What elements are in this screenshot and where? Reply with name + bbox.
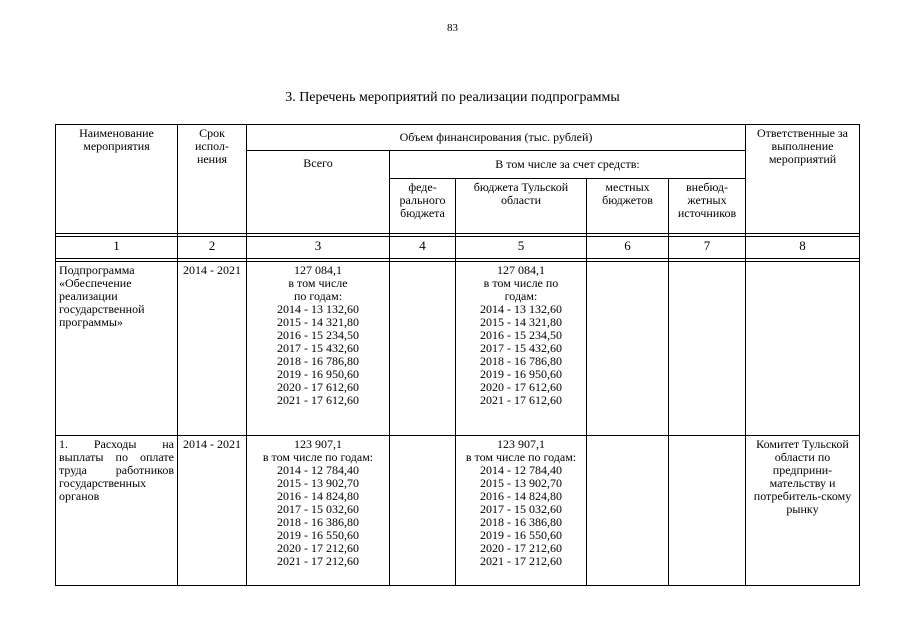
- header-name: Наименование мероприятия: [56, 125, 178, 234]
- row-term: 2014 - 2021: [178, 436, 247, 586]
- regional-line: 2016 - 15 234,50: [480, 328, 562, 342]
- column-number: 2: [178, 237, 247, 259]
- row-federal: [390, 436, 456, 586]
- table-row: [56, 436, 860, 586]
- total-line: 2015 - 14 321,80: [277, 315, 359, 329]
- total-line: 2018 - 16 386,80: [277, 515, 359, 529]
- total-line: 2018 - 16 786,80: [277, 354, 359, 368]
- regional-line: 2015 - 13 902,70: [480, 476, 562, 490]
- header-total: Всего: [247, 151, 390, 234]
- regional-line: 2017 - 15 432,60: [480, 341, 562, 355]
- regional-line: 2021 - 17 212,60: [480, 554, 562, 568]
- total-line: 2016 - 15 234,50: [277, 328, 359, 342]
- column-number: 6: [587, 237, 669, 259]
- column-number-row: [56, 237, 860, 259]
- total-line: 2015 - 13 902,70: [277, 476, 359, 490]
- row-term: 2014 - 2021: [178, 262, 247, 436]
- regional-line: 2019 - 16 950,60: [480, 367, 562, 381]
- regional-line: 2014 - 12 784,40: [480, 463, 562, 477]
- regional-line: 2019 - 16 550,60: [480, 528, 562, 542]
- row-name: 1. Расходы на выплаты по оплате труда работников государственных органов: [56, 436, 178, 586]
- row-federal: [390, 262, 456, 436]
- regional-line: 2018 - 16 786,80: [480, 354, 562, 368]
- row-local: [587, 436, 669, 586]
- total-line: 2020 - 17 612,60: [277, 380, 359, 394]
- row-local: [587, 262, 669, 436]
- header-including: В том числе за счет средств:: [390, 151, 746, 179]
- total-line: 2014 - 13 132,60: [277, 302, 359, 316]
- total-line: 2016 - 14 824,80: [277, 489, 359, 503]
- header-term: Срок испол-нения: [178, 125, 247, 234]
- activities-table: [55, 124, 860, 586]
- regional-line: 2020 - 17 612,60: [480, 380, 562, 394]
- regional-line: в том числе по: [483, 276, 559, 290]
- total-line: 2017 - 15 432,60: [277, 341, 359, 355]
- row-regional: [456, 436, 587, 586]
- page-number: 83: [447, 22, 458, 34]
- table-row: [56, 262, 860, 436]
- regional-line: 2020 - 17 212,60: [480, 541, 562, 555]
- total-line: 2020 - 17 212,60: [277, 541, 359, 555]
- total-line: 2021 - 17 612,60: [277, 393, 359, 407]
- total-line: 2014 - 12 784,40: [277, 463, 359, 477]
- total-line: 2019 - 16 950,60: [277, 367, 359, 381]
- header-responsible: Ответственные за выполнение мероприятий: [746, 125, 860, 234]
- column-number: 1: [56, 237, 178, 259]
- document-title: 3. Перечень мероприятий по реализации подпрограммы: [285, 90, 620, 105]
- header-regional: бюджета Тульской области: [456, 179, 587, 234]
- column-number: 8: [746, 237, 860, 259]
- total-line: 127 084,1: [294, 263, 342, 277]
- row-responsible: [746, 262, 860, 436]
- row-total: [247, 262, 390, 436]
- row-total: [247, 436, 390, 586]
- regional-line: годам:: [504, 289, 538, 303]
- regional-line: 127 084,1: [497, 263, 545, 277]
- row-regional: [456, 262, 587, 436]
- regional-line: 2016 - 14 824,80: [480, 489, 562, 503]
- total-line: 2021 - 17 212,60: [277, 554, 359, 568]
- header-row-1: [56, 125, 860, 151]
- row-extra: [669, 262, 746, 436]
- column-number: 5: [456, 237, 587, 259]
- header-federal: феде-рального бюджета: [390, 179, 456, 234]
- total-line: 123 907,1: [294, 437, 342, 451]
- total-line: 2019 - 16 550,60: [277, 528, 359, 542]
- regional-line: 123 907,1: [497, 437, 545, 451]
- column-number: 4: [390, 237, 456, 259]
- column-number: 3: [247, 237, 390, 259]
- row-name: Подпрограмма «Обеспечение реализации государственной программы»: [56, 262, 178, 436]
- regional-line: 2017 - 15 032,60: [480, 502, 562, 516]
- total-line: в том числе по годам:: [262, 450, 374, 464]
- total-line: по годам:: [293, 289, 343, 303]
- row-responsible: Комитет Тульской области по предприни-мательству и потребитель-скому рынку: [746, 436, 860, 586]
- total-line: 2017 - 15 032,60: [277, 502, 359, 516]
- regional-line: 2018 - 16 386,80: [480, 515, 562, 529]
- header-funding: Объем финансирования (тыс. рублей): [247, 125, 746, 151]
- total-line: в том числе: [288, 276, 348, 290]
- row-extra: [669, 436, 746, 586]
- regional-line: 2015 - 14 321,80: [480, 315, 562, 329]
- header-extra: внебюд-жетных источников: [669, 179, 746, 234]
- regional-line: в том числе по годам:: [465, 450, 577, 464]
- header-local: местных бюджетов: [587, 179, 669, 234]
- regional-line: 2021 - 17 612,60: [480, 393, 562, 407]
- regional-line: 2014 - 13 132,60: [480, 302, 562, 316]
- column-number: 7: [669, 237, 746, 259]
